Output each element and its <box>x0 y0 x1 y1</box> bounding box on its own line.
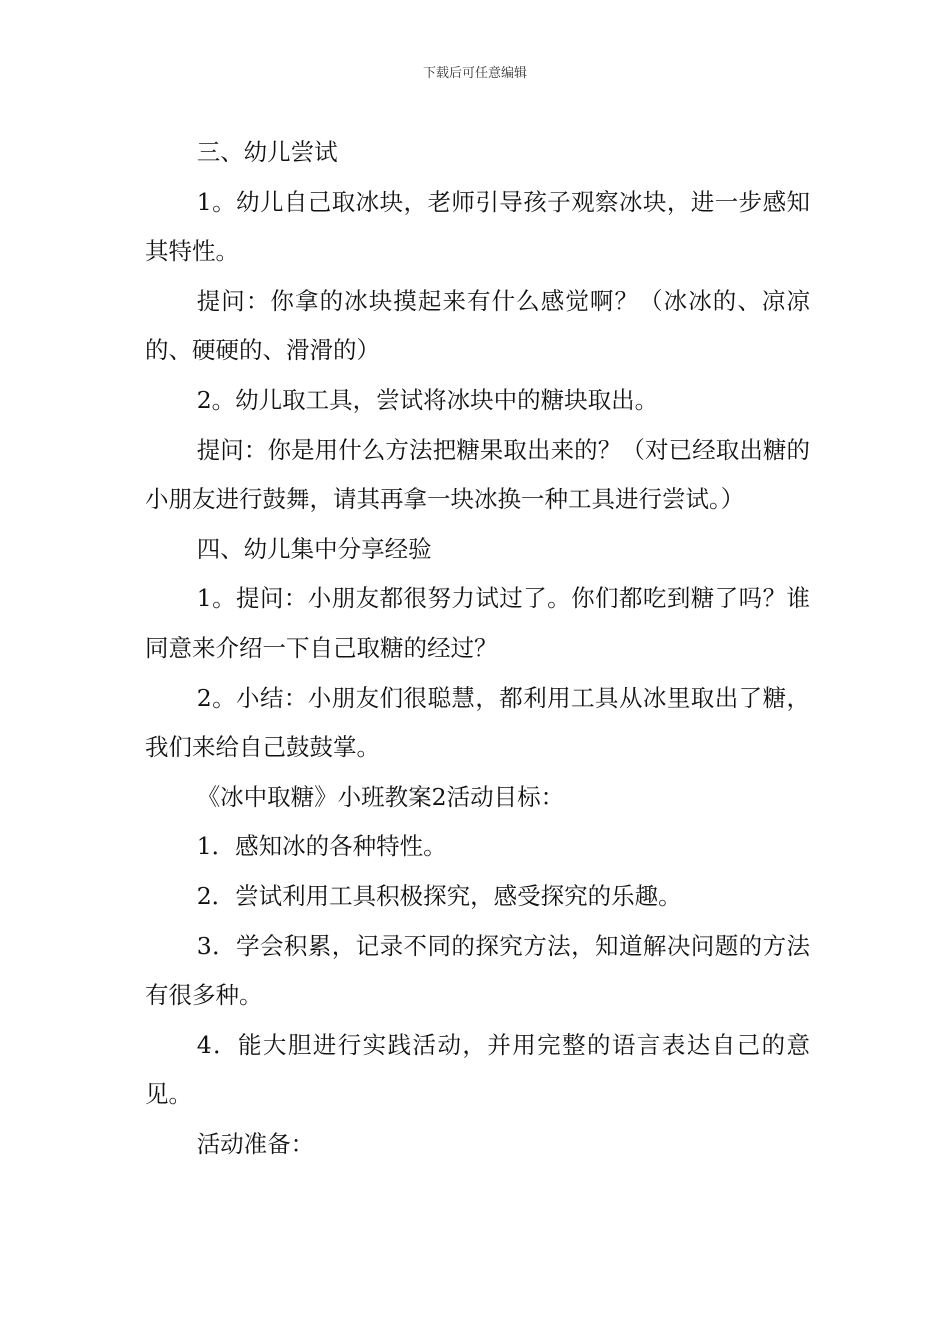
preparation-heading: 活动准备： <box>196 1129 315 1158</box>
page-header-note: 下载后可任意编辑 <box>422 66 527 81</box>
paragraph: 1。提问：小朋友都很努力试过了。你们都吃到糖了吗？谁同意来介绍一下自己取糖的经过？ <box>145 584 810 662</box>
paragraph: 1。幼儿自己取冰块，老师引导孩子观察冰块，进一步感知其特性。 <box>145 187 810 266</box>
document-body <box>145 128 810 1169</box>
paragraph: 提问：你拿的冰块摸起来有什么感觉啊？（冰冰的、凉凉的、硬硬的、滑滑的） <box>145 286 810 365</box>
goal-item: 1．感知冰的各种特性。 <box>196 832 447 861</box>
paragraph: 提问：你是用什么方法把糖果取出来的？（对已经取出糖的小朋友进行鼓舞，请其再拿一块冰换一种工具进行尝试。） <box>145 435 810 514</box>
section-heading-4: 四、幼儿集中分享经验 <box>196 534 432 563</box>
lesson-plan-title: 《冰中取糖》小班教案2活动目标： <box>196 782 565 811</box>
goal-item: 3．学会积累，记录不同的探究方法，知道解决问题的方法有很多种。 <box>145 931 810 1010</box>
paragraph: 2。幼儿取工具，尝试将冰块中的糖块取出。 <box>196 385 659 414</box>
goal-item: 4．能大胆进行实践活动，并用完整的语言表达自己的意见。 <box>145 1030 810 1109</box>
section-heading-3: 三、幼儿尝试 <box>196 138 338 166</box>
paragraph: 2。小结：小朋友们很聪慧，都利用工具从冰里取出了糖，我们来给自己鼓鼓掌。 <box>145 683 810 762</box>
goal-item: 2．尝试利用工具积极探究，感受探究的乐趣。 <box>196 881 682 910</box>
